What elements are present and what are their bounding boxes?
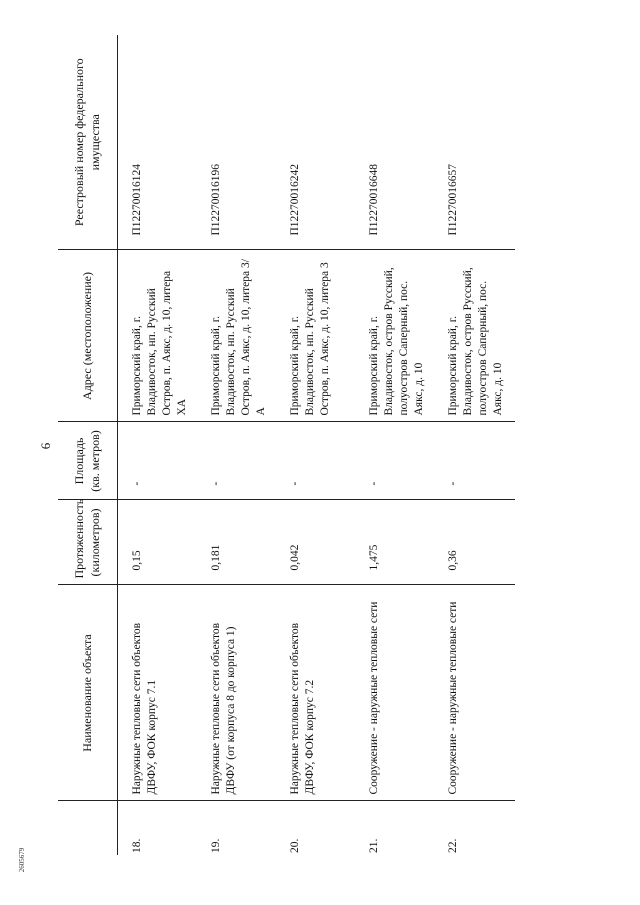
row-number: 21. [368,838,380,853]
header-address: Адрес (местоположение) [58,250,118,422]
table-row [199,35,278,855]
row-registry: П12270016124 [118,35,200,250]
table-row [436,35,515,855]
row-name: Наружные тепловые сети объектов ДВФУ (от корпуса 8 до корпуса 1) [199,585,278,801]
document-code: 2605679 [18,847,26,873]
table-row [278,35,357,855]
row-registry: П12270016657 [436,35,515,250]
property-table [58,35,515,855]
row-name: Сооружение - наружные тепловые сети [436,585,515,801]
row-number: 19. [210,838,222,853]
row-area: - [278,422,357,500]
row-length: 0,15 [118,500,200,585]
row-address: Приморский край, г. Владивосток, нп. Русский Остров, п. Аякс, д. 10, литера 3 [278,250,357,422]
row-number: 22. [447,838,459,853]
table-row [118,35,200,855]
table-header-row [58,35,118,855]
row-registry: П12270016648 [357,35,436,250]
row-name: Сооружение - наружные тепловые сети [357,585,436,801]
row-number: 20. [289,838,301,853]
header-registry: Реестровый номер федерального имущества [58,35,118,250]
row-address: Приморский край, г. Владивосток, остров Русский, полуостров Саперный, пос. Аякс, д. 10 [357,250,436,422]
row-registry: П12270016196 [199,35,278,250]
rotated-table-sheet [58,35,588,855]
page-number: 6 [38,442,53,450]
row-length: 0,36 [436,500,515,585]
row-address: Приморский край, г. Владивосток, нп. Русский Остров, п. Аякс, д. 10, литера 3/А [199,250,278,422]
row-length: 0,042 [278,500,357,585]
row-name: Наружные тепловые сети объектов ДВФУ, ФОК корпус 7.1 [118,585,200,801]
table-row [357,35,436,855]
header-number [58,801,118,855]
row-length: 1,475 [357,500,436,585]
header-area: Площадь (кв. метров) [58,422,118,500]
row-length: 0,181 [199,500,278,585]
header-name: Наименование объекта [58,585,118,801]
row-number: 18. [131,838,143,853]
row-address: Приморский край, г. Владивосток, остров Русский, полуостров Саперный, пос. Аякс, д. 10 [436,250,515,422]
row-registry: П12270016242 [278,35,357,250]
row-name: Наружные тепловые сети объектов ДВФУ, ФОК корпус 7.2 [278,585,357,801]
row-area: - [118,422,200,500]
header-length: Протяженность (километров) [58,500,118,585]
row-area: - [199,422,278,500]
row-area: - [436,422,515,500]
row-address: Приморский край, г. Владивосток, нп. Русский Остров, п. Аякс, д. 10, литера ХА [118,250,200,422]
row-area: - [357,422,436,500]
